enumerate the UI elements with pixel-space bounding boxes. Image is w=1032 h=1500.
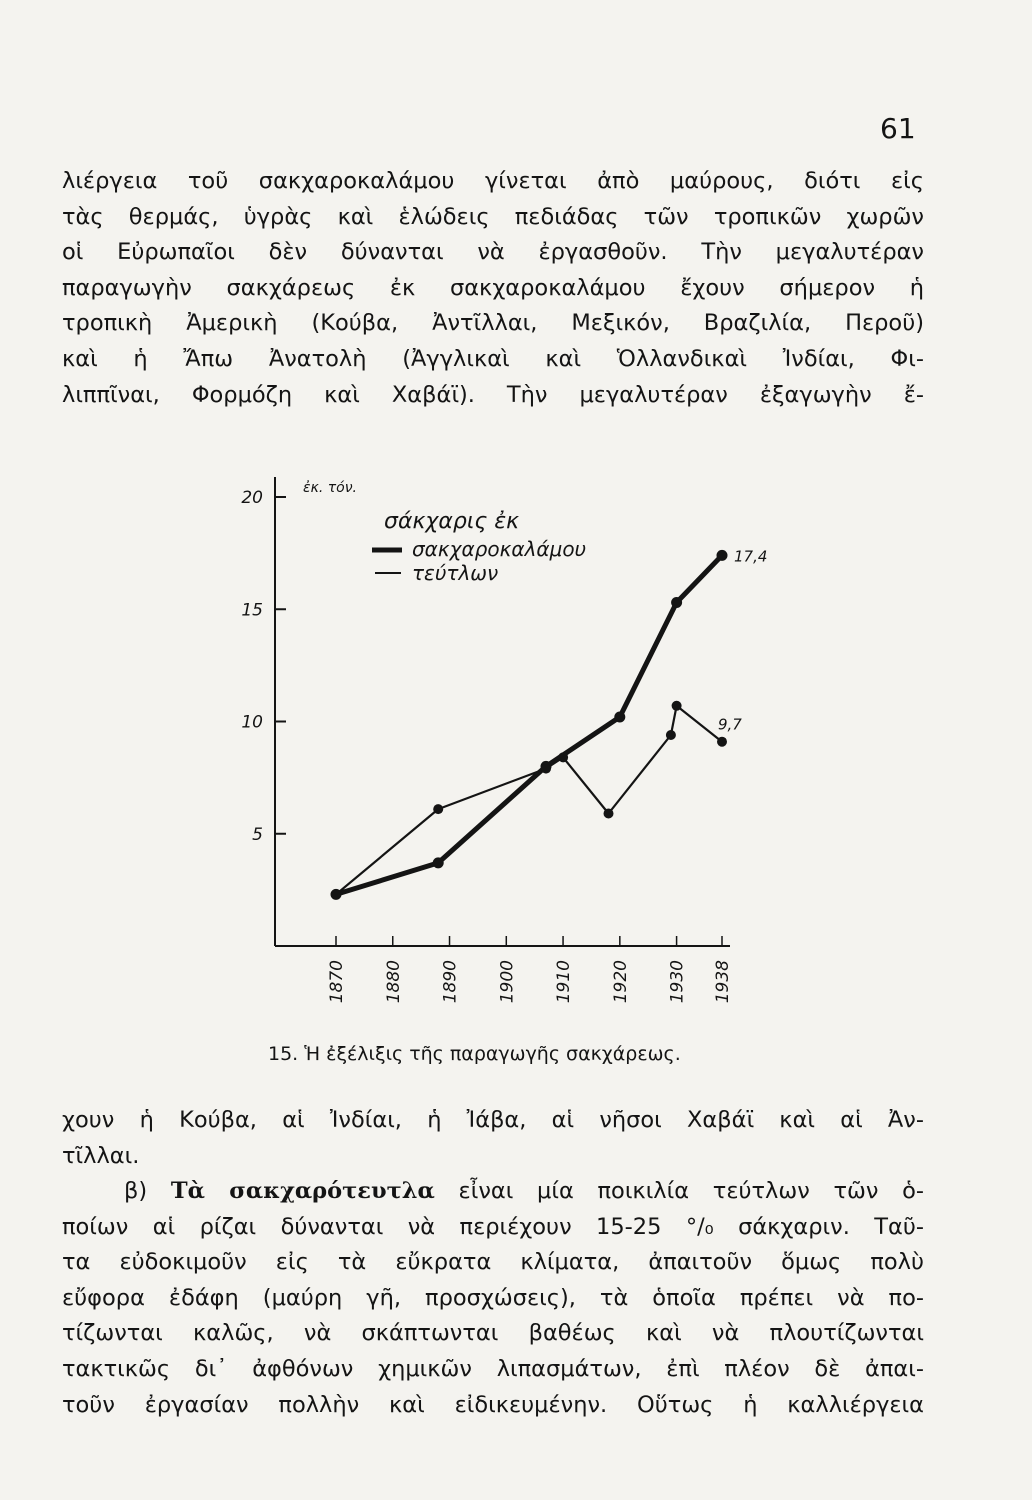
y-tick-label: 10 xyxy=(241,712,263,733)
text-line: τοῦν ἐργασίαν πολλὴν καὶ εἰδικευμένην. Οὕτως ἡ καλλιέργεια xyxy=(62,1391,924,1418)
paragraph-continuation xyxy=(62,1103,924,1174)
text-line: εὔφορα ἐδάφη (μαύρη γῆ, προσχώσεις), τὰ ὁποῖα πρέπει νὰ πο- xyxy=(62,1284,924,1311)
text-line: τροπικὴ Ἀμερικὴ (Κούβα, Ἀντῖλλαι, Μεξικόν, Βραζιλία, Περοῦ) xyxy=(62,310,924,337)
y-tick-label: 20 xyxy=(241,488,263,508)
data-point-cane xyxy=(671,597,682,608)
data-point-beet xyxy=(433,804,443,814)
x-tick-label: 1870 xyxy=(327,960,347,1004)
x-tick-label: 1890 xyxy=(440,960,461,1004)
data-point-beet xyxy=(717,737,727,747)
text-line: τίζωνται καλῶς, νὰ σκάπτωνται βαθέως καὶ νὰ πλουτίζωνται xyxy=(62,1320,924,1347)
x-tick-label: 1930 xyxy=(667,960,688,1004)
figure-caption: 15. Ἡ ἐξέλιξις τῆς παραγωγῆς σακχάρεως. xyxy=(268,1043,681,1065)
y-axis-unit-label: ἐκ. τόν. xyxy=(303,480,357,496)
series-line-cane xyxy=(336,555,722,894)
text-line: ποίων αἱ ρίζαι δύνανται νὰ περιέχουν 15-25 °/₀ σάκχαριν. Ταῦ- xyxy=(62,1213,924,1240)
data-point-beet xyxy=(672,701,682,711)
text-line: τῖλλαι. xyxy=(62,1142,140,1169)
end-label-beet: 9,7 xyxy=(718,715,742,734)
data-point-beet xyxy=(558,752,568,762)
data-point-beet xyxy=(331,889,341,899)
text-line: τακτικῶς δι᾿ ἀφθόνων χημικῶν λιπασμάτων, ἐπὶ πλέον δὲ ἀπαι- xyxy=(62,1355,924,1382)
series-line-beet xyxy=(336,706,722,895)
data-point-beet xyxy=(604,809,614,819)
data-point-beet xyxy=(541,764,551,774)
data-point-cane xyxy=(717,550,728,561)
text-line: χουν ἡ Κούβα, αἱ Ἰνδίαι, ἡ Ἰάβα, αἱ νῆσοι Χαβάϊ καὶ αἱ Ἀν- xyxy=(62,1107,924,1133)
x-tick-label: 1920 xyxy=(610,960,631,1004)
data-point-cane xyxy=(614,712,625,723)
chart-series xyxy=(331,547,768,900)
section-label: β) xyxy=(124,1178,148,1204)
x-tick-label: 1900 xyxy=(497,960,518,1004)
text-line: οἱ Εὐρωπαῖοι δὲν δύνανται νὰ ἐργασθοῦν. Τὴν μεγαλυτέραν xyxy=(62,239,924,266)
legend-label-cane: σακχαροκαλάμου xyxy=(412,537,587,561)
legend-title: σάκχαρις ἐκ xyxy=(384,509,520,534)
x-tick-label: 1880 xyxy=(383,960,404,1004)
data-point-cane xyxy=(433,857,444,868)
end-label-cane: 17,4 xyxy=(734,547,768,566)
text-line: τὰς θερμάς, ὑγρὰς καὶ ἑλώδεις πεδιάδας τῶν τροπικῶν χωρῶν xyxy=(62,203,924,230)
section-first-line: εἶναι μία ποικιλία τεύτλων τῶν ὁ- xyxy=(458,1178,925,1204)
text-line: παραγωγὴν σακχάρεως ἐκ σακχαροκαλάμου ἔχουν σήμερον ἡ xyxy=(62,274,924,301)
text-line: λιέργεια τοῦ σακχαροκαλάμου γίνεται ἀπὸ μαύρους, διότι εἰς xyxy=(62,168,924,194)
y-tick-label: 5 xyxy=(252,824,263,845)
legend-label-beet: τεύτλων xyxy=(412,561,499,585)
text-line: καὶ ἡ Ἄπω Ἀνατολὴ (Ἀγγλικαὶ καὶ Ὁλλανδικαὶ Ἰνδίαι, Φι- xyxy=(62,345,924,372)
paragraph-sugar-beets xyxy=(62,1174,924,1423)
y-tick-label: 15 xyxy=(241,600,263,621)
x-tick-label: 1938 xyxy=(713,960,733,1004)
x-tick-label: 1910 xyxy=(554,960,575,1004)
chart-legend xyxy=(303,480,586,585)
text-line: τα εὐδοκιμοῦν εἰς τὰ εὔκρατα κλίματα, ἀπαιτοῦν ὅμως πολὺ xyxy=(62,1249,924,1276)
page-number: 61 xyxy=(880,112,916,145)
text-line xyxy=(62,1174,924,1210)
section-term: Τὰ σακχαρότευτλα xyxy=(170,1178,435,1204)
text-line: λιππῖναι, Φορμόζη καὶ Χαβάϊ). Τὴν μεγαλυτέραν ἐξαγωγὴν ἔ- xyxy=(62,381,924,408)
data-point-beet xyxy=(666,730,676,740)
